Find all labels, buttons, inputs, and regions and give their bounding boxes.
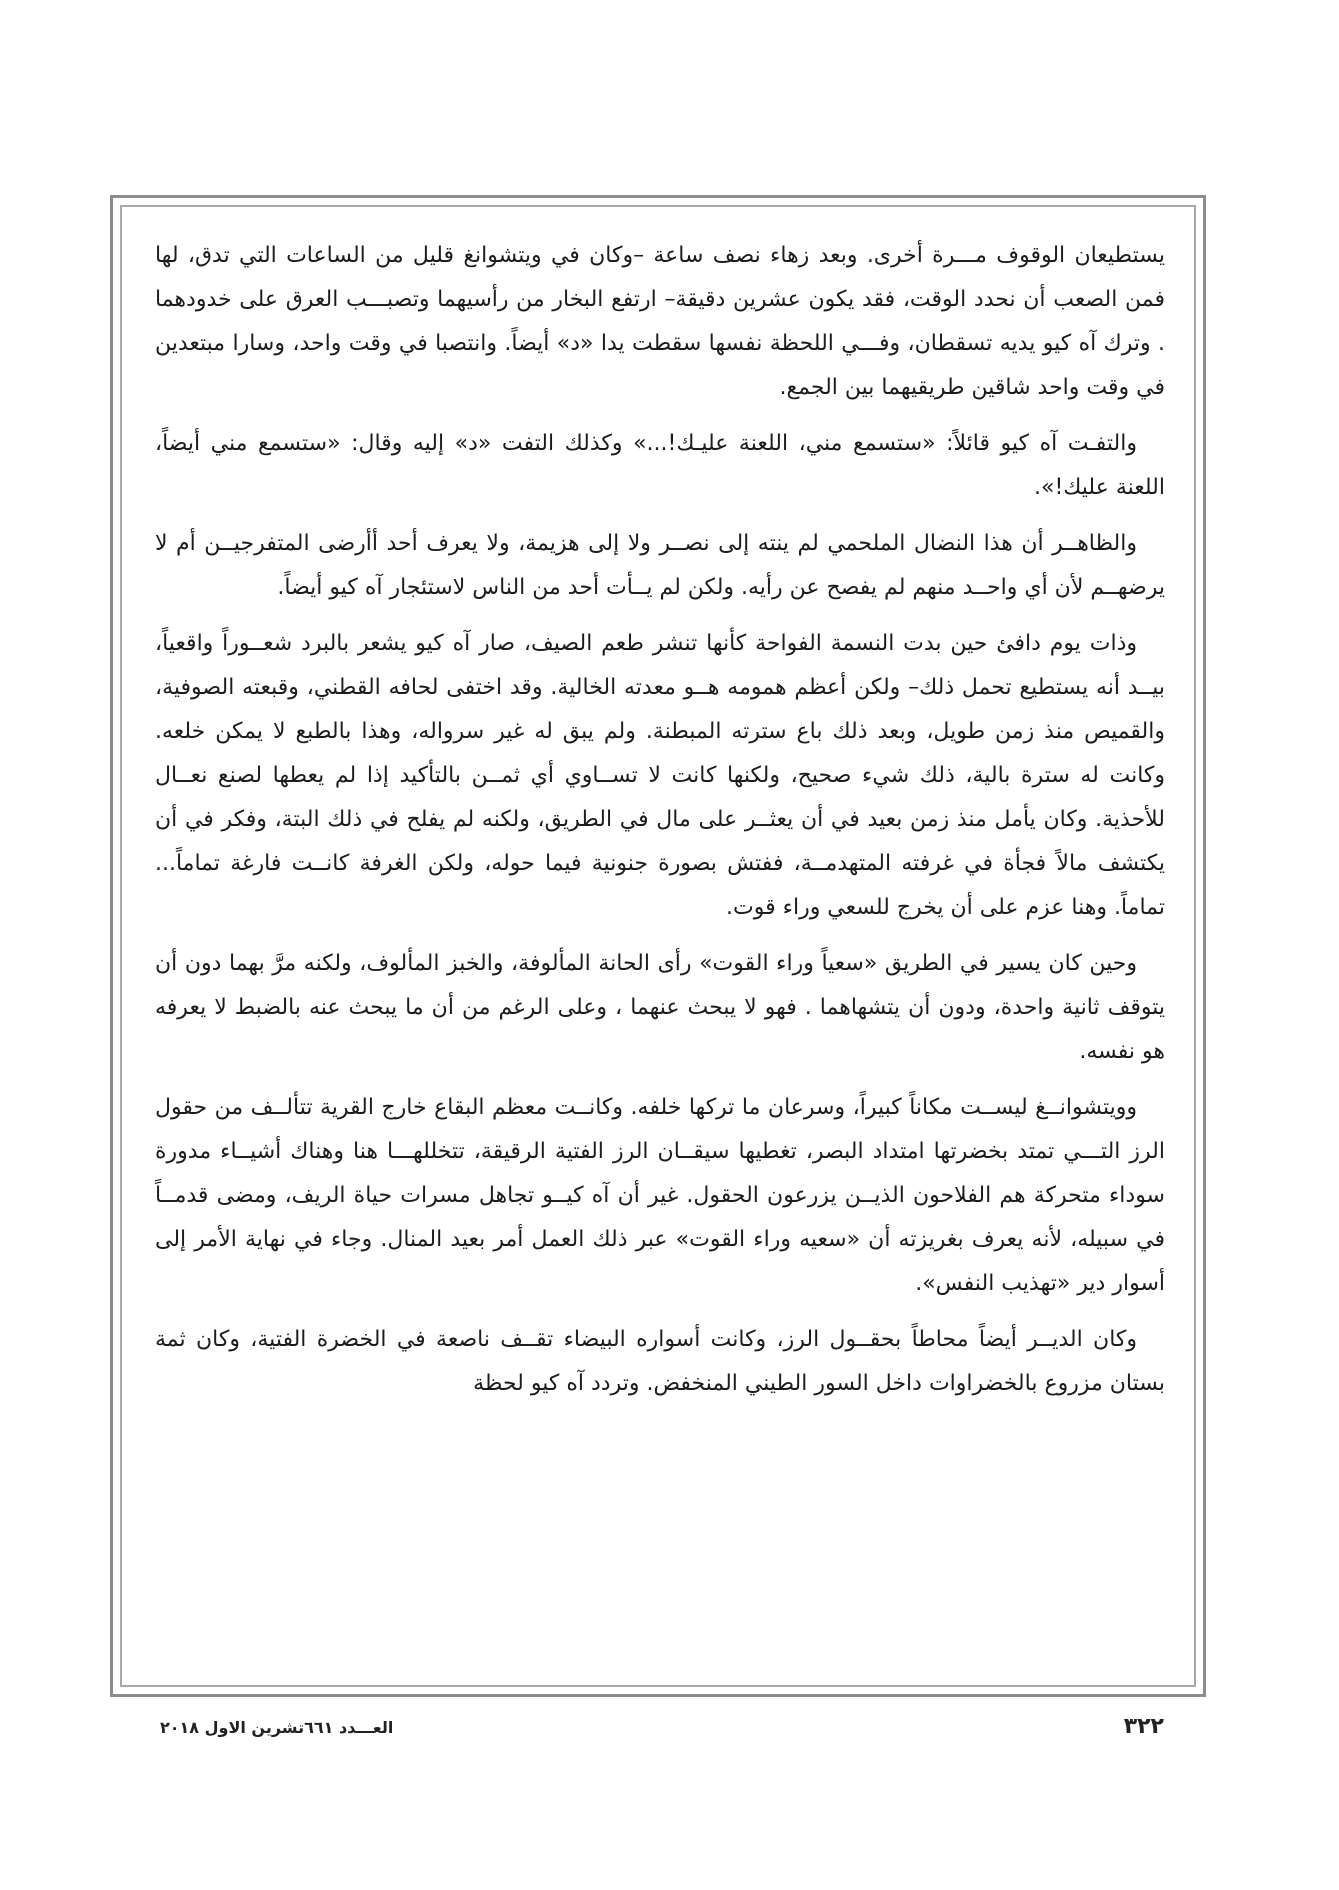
paragraph: وحين كان يسير في الطريق «سعياً وراء القوت» رأى الحانة المألوفة، والخبز المألوف، ولكنه مرَّ بهما دون أن يتوقف ثانية واحدة، ودون أن يتشهاهما . فهو لا يبحث عنهما ، وعلى الرغم من أن ما يبحث عنه بالضبط لا يعرفه هو نفسه. [155, 951, 1165, 1064]
paragraph: وويتشوانــغ ليســت مكاناً كبيراً، وسرعان ما تركها خلفه. وكانــت معظم البقاع خارج القرية تتألــف من حقول الرز التـــي تمتد بخضرتها امتداد البصر، تغطيها سيقــان الرز الفتية الرقيقة، تتخللهـــا هنا وهناك أشيــاء مدورة سوداء متحركة هم الفلاحون الذيــن يزرعون الحقول. غير أن آه كيــو تجاهل مسرات حياة الريف، ومضى قدمــاً في سبيله، لأنه يعرف بغريزته أن «سعيه وراء القوت» عبر ذلك العمل أمر بعيد المنال. وجاء في نهاية الأمر إلى أسوار دير «تهذيب النفس». [155, 1095, 1165, 1296]
article-body [155, 234, 1165, 1418]
page-number: ٣٢٢ [1123, 1714, 1164, 1739]
issue-label: العـــدد ٦٦١تشرين الاول ٢٠١٨ [160, 1718, 394, 1737]
paragraph: والظاهــر أن هذا النضال الملحمي لم ينته إلى نصــر ولا إلى هزيمة، ولا يعرف أحد أأرضى المتفرجيــن أم لا يرضهــم لأن أي واحــد منهم لم يفصح عن رأيه. ولكن لم يــأت أحد من الناس لاستئجار آه كيو أيضاً. [155, 531, 1165, 600]
paragraph: وذات يوم دافئ حين بدت النسمة الفواحة كأنها تنشر طعم الصيف، صار آه كيو يشعر بالبرد شعــوراً واقعياً، بيــد أنه يستطيع تحمل ذلك– ولكن أعظم همومه هــو معدته الخالية. وقد اختفى لحافه القطني، وقبعته الصوفية، والقميص منذ زمن طويل، وبعد ذلك باع سترته المبطنة. ولم يبق له غير سرواله، وهذا بالطبع لا يمكن خلعه. وكانت له سترة بالية، ذلك شيء صحيح، ولكنها كانت لا تســاوي أي ثمــن بالتأكيد إذا لم يعطها لصنع نعــال للأحذية. وكان يأمل منذ زمن بعيد في أن يعثــر على مال في الطريق، ولكنه لم يفلح في ذلك البتة، وفكر في أن يكتشف مالاً فجأة في غرفته المتهدمــة، ففتش بصورة جنونية فيما حوله، ولكن الغرفة كانــت فارغة تماماً... تماماً. وهنا عزم على أن يخرج للسعي وراء قوت. [155, 631, 1165, 920]
paragraph: يستطيعان الوقوف مـــرة أخرى. وبعد زهاء نصف ساعة –وكان في ويتشوانغ قليل من الساعات التي تدق، لها فمن الصعب أن نحدد الوقت، فقد يكون عشرين دقيقة– ارتفع البخار من رأسيهما وتصبـــب العرق على خدودهما . وترك آه كيو يديه تسقطان، وفـــي اللحظة نفسها سقطت يدا «د» أيضاً. وانتصبا في وقت واحد، وسارا مبتعدين في وقت واحد شاقين طريقيهما بين الجمع. [155, 243, 1165, 400]
paragraph: وكان الديــر أيضاً محاطاً بحقــول الرز، وكانت أسواره البيضاء تقــف ناصعة في الخضرة الفتية، وكان ثمة بستان مزروع بالخضراوات داخل السور الطيني المنخفض. وتردد آه كيو لحظة [155, 1327, 1165, 1396]
paragraph: والتفـت آه كيو قائلاً: «ستسمع مني، اللعنة عليـك!...» وكذلك التفت «د» إليه وقال: «ستسمع مني أيضاً، اللعنة عليك!». [155, 431, 1165, 500]
